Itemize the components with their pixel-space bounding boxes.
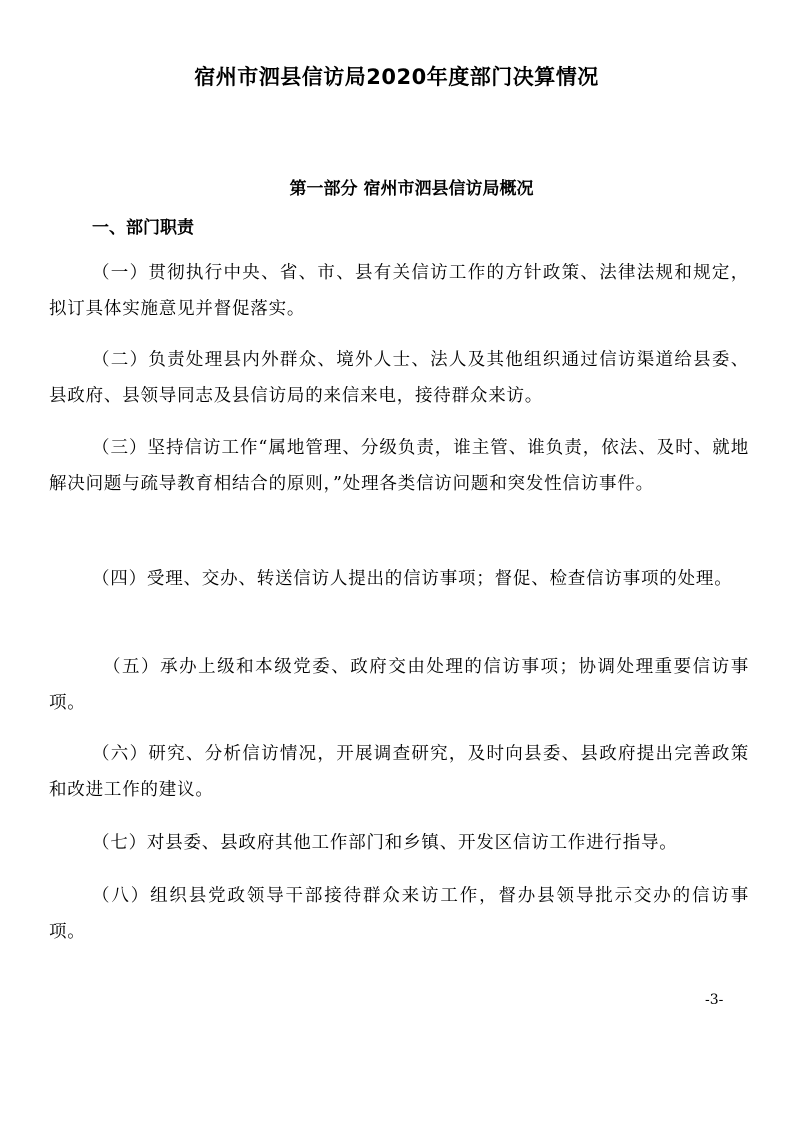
paragraph-5: （五）承办上级和本级党委、政府交由处理的信访事项；协调处理重要信访事项。 xyxy=(49,657,749,713)
page-number: -3- xyxy=(705,992,724,1008)
part-title: 第一部分 宿州市泗县信访局概况 xyxy=(289,179,534,199)
section-title: 一、部门职责 xyxy=(92,218,194,238)
paragraph-7: （七）对县委、县政府其他工作部门和乡镇、开发区信访工作进行指导。 xyxy=(92,833,678,853)
document-title: 宿州市泗县信访局2020年度部门决算情况 xyxy=(194,65,599,89)
paragraph-8: （八）组织县党政领导干部接待群众来访工作，督办县领导批示交办的信访事项。 xyxy=(49,886,749,942)
paragraph-3: （三）坚持信访工作“属地管理、分级负责，谁主管、谁负责，依法、及时、就地解决问题与疏导教育相结合的原则，”处理各类信访问题和突发性信访事件。 xyxy=(49,438,749,494)
paragraph-2: （二）负责处理县内外群众、境外人士、法人及其他组织通过信访渠道给县委、县政府、县领导同志及县信访局的来信来电，接待群众来访。 xyxy=(49,350,749,406)
paragraph-1: （一）贯彻执行中央、省、市、县有关信访工作的方针政策、法律法规和规定，拟订具体实施意见并督促落实。 xyxy=(49,263,749,319)
paragraph-4: （四）受理、交办、转送信访人提出的信访事项；督促、检查信访事项的处理。 xyxy=(92,569,733,589)
paragraph-6: （六）研究、分析信访情况，开展调查研究，及时向县委、县政府提出完善政策和改进工作的建议。 xyxy=(49,744,749,800)
